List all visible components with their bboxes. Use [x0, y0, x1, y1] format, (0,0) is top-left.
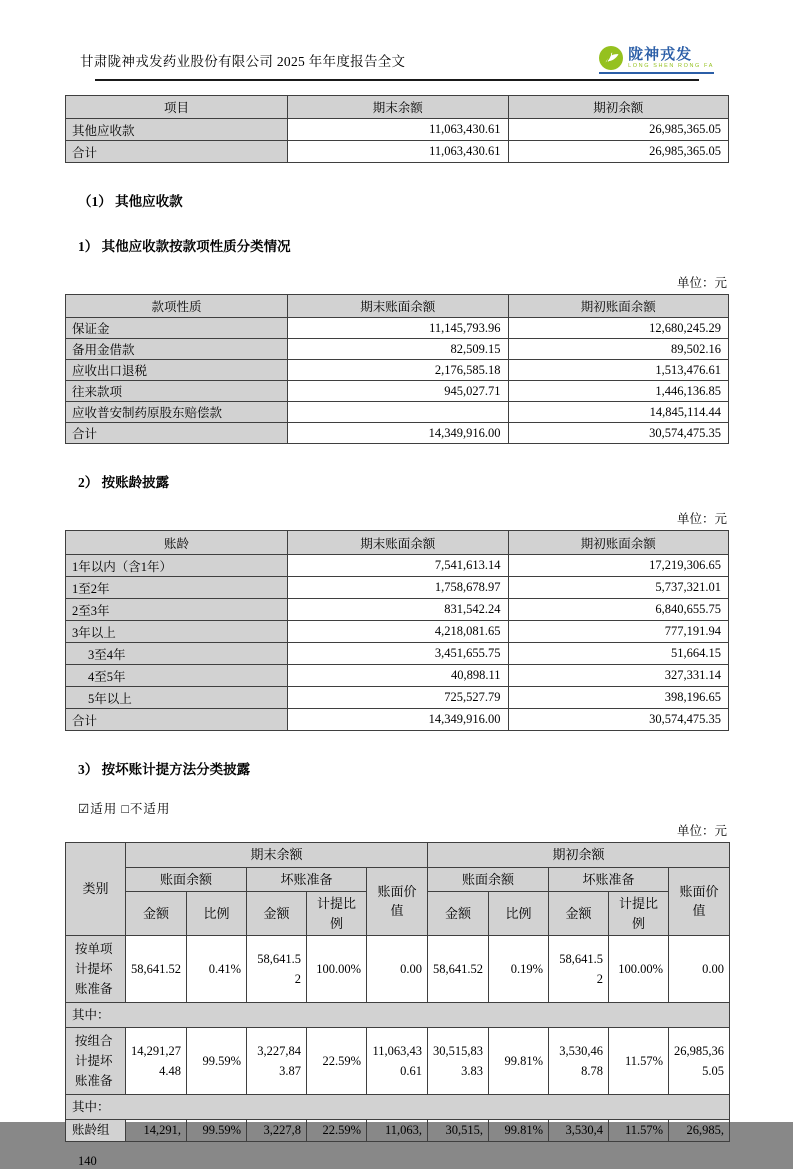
cell-begin-balance: 89,502.16 [508, 339, 728, 360]
table-header-row [66, 295, 729, 318]
cell-end-balance: 14,349,916.00 [288, 709, 508, 731]
col-header: 项目 [66, 96, 288, 119]
col-header-amount: 金额 [428, 892, 489, 936]
col-header-end: 期末余额 [126, 843, 428, 868]
cell: 99.59% [187, 1120, 247, 1142]
table-row [66, 119, 729, 141]
cell-begin-balance: 1,513,476.61 [508, 360, 728, 381]
table-row-group-provision [66, 1028, 730, 1095]
col-header-book-value: 账面价值 [669, 867, 730, 936]
table-row [66, 381, 729, 402]
logo-cn-text: 陇神戎发 [628, 45, 693, 63]
cell-begin-balance: 30,574,475.35 [508, 423, 728, 444]
row-label: 按组合计提坏账准备 [66, 1028, 126, 1095]
cell: 30,515, [428, 1120, 489, 1142]
cell: 3,530,468.78 [549, 1028, 609, 1095]
table-row [66, 339, 729, 360]
row-label: 合计 [66, 423, 288, 444]
table-row [66, 687, 729, 709]
cell: 26,985,365.05 [669, 1028, 730, 1095]
cell-end-balance: 3,451,655.75 [288, 643, 508, 665]
row-label: 其他应收款 [66, 119, 288, 141]
col-header-ratio: 比例 [187, 892, 247, 936]
col-header: 款项性质 [66, 295, 288, 318]
subsection-heading-3: 3） 按坏账计提方法分类披露 [78, 762, 251, 777]
cell: 30,515,833.83 [428, 1028, 489, 1095]
cell: 3,227,843.87 [247, 1028, 307, 1095]
cell-begin-balance: 398,196.65 [508, 687, 728, 709]
cell: 0.00 [669, 936, 730, 1003]
row-label: 账龄组 [66, 1120, 126, 1142]
cell: 26,985, [669, 1120, 730, 1142]
nature-table [65, 294, 729, 444]
cell-end-balance: 4,218,081.65 [288, 621, 508, 643]
cell-end-balance: 11,063,430.61 [288, 119, 508, 141]
col-header-begin: 期初余额 [428, 843, 730, 868]
cell-begin-balance: 12,680,245.29 [508, 318, 728, 339]
document-header [80, 0, 714, 81]
cell-end-balance: 1,758,678.97 [288, 577, 508, 599]
cell-begin-balance: 17,219,306.65 [508, 555, 728, 577]
cell: 11.57% [609, 1120, 669, 1142]
col-header-book-value: 账面价值 [367, 867, 428, 936]
unit-label: 单位：元 [676, 512, 727, 526]
table-row [66, 643, 729, 665]
row-label: 2至3年 [66, 599, 288, 621]
table-row-single-provision [66, 936, 730, 1003]
cell-begin-balance: 777,191.94 [508, 621, 728, 643]
row-label: 备用金借款 [66, 339, 288, 360]
cell: 14,291, [126, 1120, 187, 1142]
cell-begin-balance: 6,840,655.75 [508, 599, 728, 621]
table-row [66, 318, 729, 339]
table-row [66, 665, 729, 687]
cell: 58,641.52 [247, 936, 307, 1003]
table-row [66, 360, 729, 381]
row-label: 按单项计提坏账准备 [66, 936, 126, 1003]
cell-end-balance: 14,349,916.00 [288, 423, 508, 444]
cell-end-balance: 725,527.79 [288, 687, 508, 709]
logo-en-text: LONG SHEN RONG FA [628, 62, 714, 69]
section-heading: （1） 其他应收款 [78, 194, 183, 209]
logo-leaf-icon [599, 46, 623, 70]
col-header: 账龄 [66, 531, 288, 555]
table-header-row [66, 96, 729, 119]
col-header: 期末账面余额 [288, 531, 508, 555]
cell: 99.81% [489, 1120, 549, 1142]
cell: 58,641.52 [549, 936, 609, 1003]
applicable-checkboxes: ☑适用 □不适用 [78, 802, 171, 816]
table-row-total [66, 709, 729, 731]
page-number: 140 [78, 1154, 97, 1168]
cell-end-balance: 945,027.71 [288, 381, 508, 402]
cell-end-balance: 831,542.24 [288, 599, 508, 621]
table-row [66, 577, 729, 599]
cell-begin-balance: 14,845,114.44 [508, 402, 728, 423]
col-header: 期初账面余额 [508, 531, 728, 555]
cell: 11.57% [609, 1028, 669, 1095]
row-label: 3至4年 [66, 643, 288, 665]
col-header-ratio: 比例 [489, 892, 549, 936]
cell-begin-balance: 1,446,136.85 [508, 381, 728, 402]
row-label: 应收出口退税 [66, 360, 288, 381]
row-label: 保证金 [66, 318, 288, 339]
cell: 3,227,8 [247, 1120, 307, 1142]
summary-table [65, 95, 729, 163]
row-label: 1年以内（含1年） [66, 555, 288, 577]
col-header-bad-debt: 坏账准备 [247, 867, 367, 892]
row-label: 4至5年 [66, 665, 288, 687]
table-row-among [66, 1095, 730, 1120]
subsection-heading-1: 1） 其他应收款按款项性质分类情况 [78, 239, 291, 254]
table-row-aging-group-clipped [66, 1120, 730, 1142]
cell: 0.19% [489, 936, 549, 1003]
col-header-provision-ratio: 计提比例 [307, 892, 367, 936]
cell: 0.00 [367, 936, 428, 1003]
cell-begin-balance: 26,985,365.05 [508, 119, 728, 141]
cell-end-balance: 7,541,613.14 [288, 555, 508, 577]
row-label: 应收普安制药原股东赔偿款 [66, 402, 288, 423]
col-header: 期初账面余额 [508, 295, 728, 318]
table-header-row [66, 867, 730, 892]
cell: 0.41% [187, 936, 247, 1003]
cell-end-balance [288, 402, 508, 423]
table-row-total [66, 141, 729, 163]
row-label: 5年以上 [66, 687, 288, 709]
row-label: 合计 [66, 709, 288, 731]
col-header-provision-ratio: 计提比例 [609, 892, 669, 936]
cell: 22.59% [307, 1120, 367, 1142]
row-label: 合计 [66, 141, 288, 163]
unit-label: 单位：元 [676, 824, 727, 838]
cell: 14,291,274.48 [126, 1028, 187, 1095]
header-rule [95, 79, 699, 81]
row-label: 1至2年 [66, 577, 288, 599]
table-row [66, 599, 729, 621]
cell-end-balance: 11,145,793.96 [288, 318, 508, 339]
col-header: 期初余额 [508, 96, 728, 119]
cell: 22.59% [307, 1028, 367, 1095]
cell: 100.00% [307, 936, 367, 1003]
cell: 3,530,4 [549, 1120, 609, 1142]
cell: 99.59% [187, 1028, 247, 1095]
cell-begin-balance: 5,737,321.01 [508, 577, 728, 599]
table-row [66, 621, 729, 643]
cell: 58,641.52 [428, 936, 489, 1003]
table-header-row [66, 843, 730, 868]
table-row-among [66, 1003, 730, 1028]
col-header-amount: 金额 [126, 892, 187, 936]
col-header-amount: 金额 [549, 892, 609, 936]
company-logo [599, 46, 714, 74]
cell-end-balance: 11,063,430.61 [288, 141, 508, 163]
cell-begin-balance: 327,331.14 [508, 665, 728, 687]
cell-begin-balance: 30,574,475.35 [508, 709, 728, 731]
table-row-total [66, 423, 729, 444]
cell: 99.81% [489, 1028, 549, 1095]
row-label: 3年以上 [66, 621, 288, 643]
row-label: 往来款项 [66, 381, 288, 402]
table-row [66, 402, 729, 423]
col-header-bad-debt: 坏账准备 [549, 867, 669, 892]
cell: 100.00% [609, 936, 669, 1003]
cell-begin-balance: 51,664.15 [508, 643, 728, 665]
col-header: 期末账面余额 [288, 295, 508, 318]
col-header-book-balance: 账面余额 [428, 867, 549, 892]
cell-end-balance: 82,509.15 [288, 339, 508, 360]
cell-begin-balance: 26,985,365.05 [508, 141, 728, 163]
col-header-category: 类别 [66, 843, 126, 936]
aging-table [65, 530, 729, 731]
cell-end-balance: 2,176,585.18 [288, 360, 508, 381]
col-header-book-balance: 账面余额 [126, 867, 247, 892]
table-row [66, 555, 729, 577]
col-header: 期末余额 [288, 96, 508, 119]
row-label: 其中： [66, 1095, 730, 1120]
unit-label: 单位：元 [676, 276, 727, 290]
cell: 11,063, [367, 1120, 428, 1142]
col-header-amount: 金额 [247, 892, 307, 936]
cell: 58,641.52 [126, 936, 187, 1003]
provision-table [65, 842, 730, 1142]
subsection-heading-2: 2） 按账龄披露 [78, 475, 170, 490]
row-label: 其中： [66, 1003, 730, 1028]
cell: 11,063,430.61 [367, 1028, 428, 1095]
table-header-row [66, 531, 729, 555]
document-title: 甘肃陇神戎发药业股份有限公司 2025 年年度报告全文 [80, 54, 406, 69]
cell-end-balance: 40,898.11 [288, 665, 508, 687]
